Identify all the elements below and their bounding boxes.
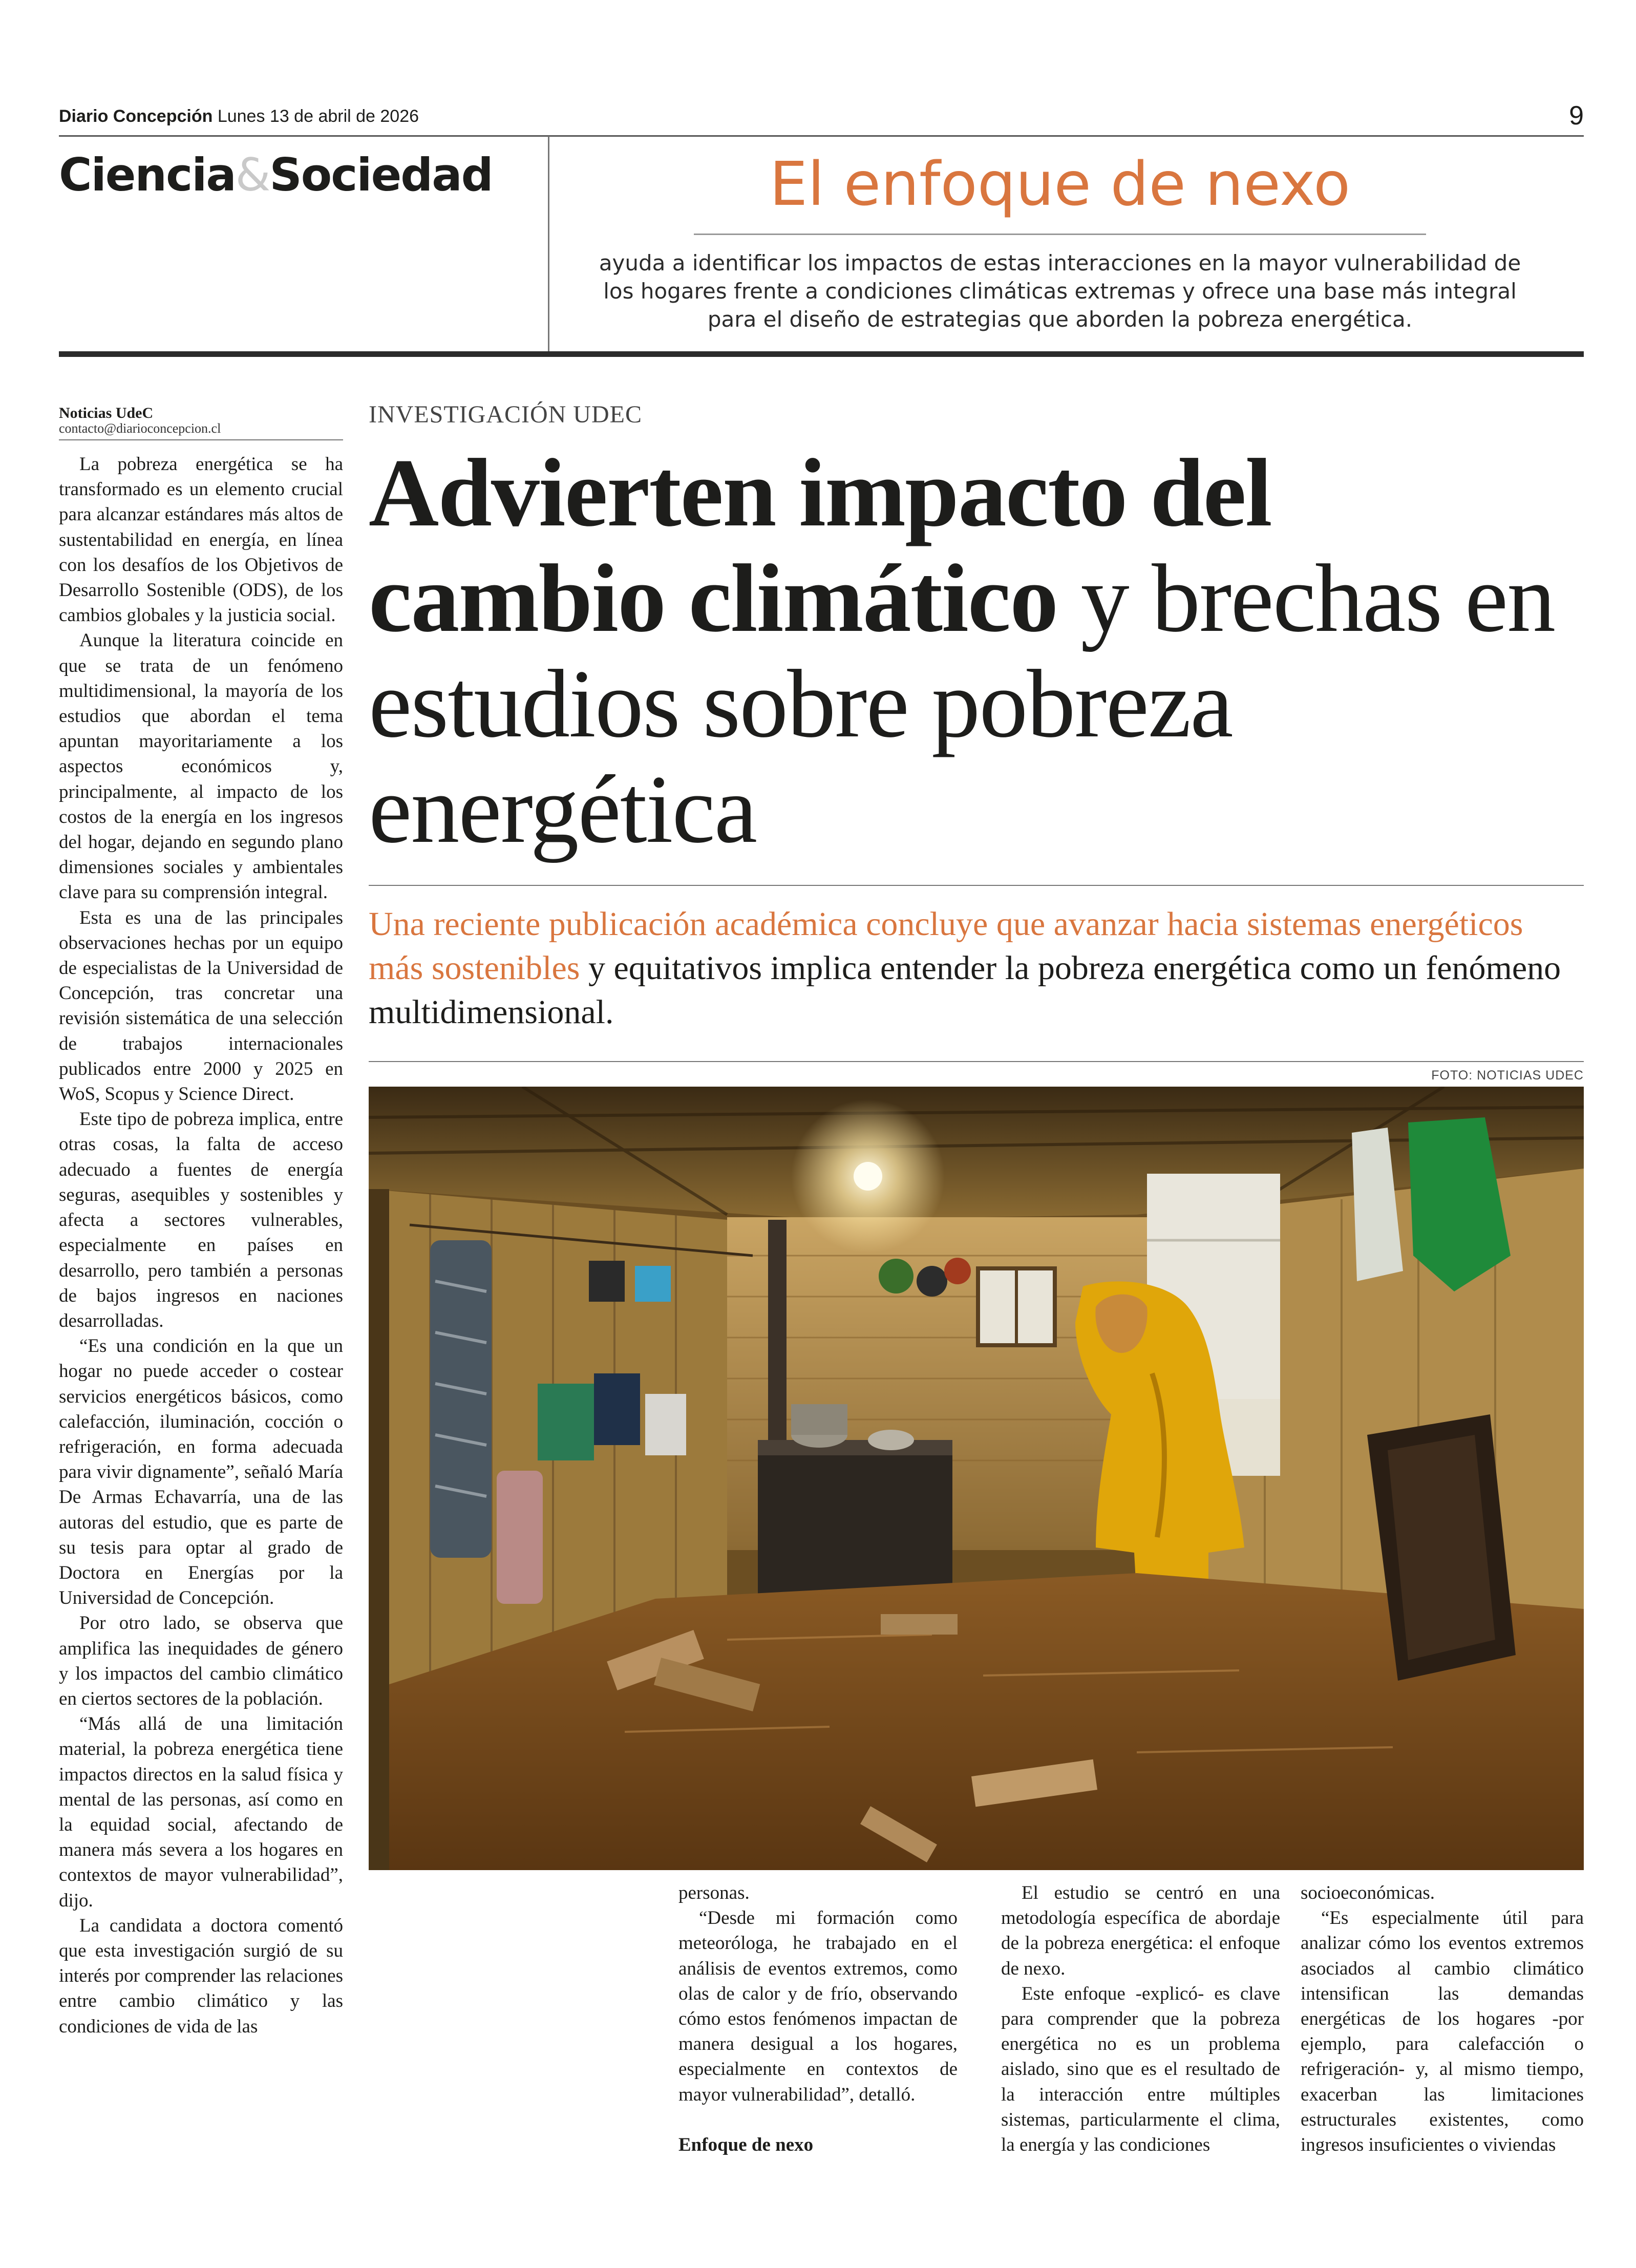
paragraph: socioeconómicas. bbox=[1301, 1882, 1435, 1903]
paragraph: “Es una condición en la que un hogar no puede acceder o costear servicios energéticos básicos, como calefacción, iluminación, cocción o refrigeración, en forma adecuada para vivir dignamente”, señaló María De Armas Echavarría, una de las autoras del estudio, que es parte de su tesis para optar al grado de Doctora en Energías por la Universidad de Concepción. bbox=[59, 1336, 343, 1609]
article-subhead-enfoque: Enfoque de nexo bbox=[678, 2134, 814, 2155]
paper-name: Diario Concepción bbox=[59, 107, 213, 126]
paragraph: El estudio se centró en una metodología específica de abordaje de la pobreza energética: el enfoque de nexo. bbox=[1001, 1882, 1280, 1979]
masthead bbox=[59, 107, 419, 126]
paragraph: “Es especialmente útil para analizar cómo los eventos extremos asociados al cambio climático intensifican las demandas energéticas de los hogares -por ejemplo, para calefacción o refrigeración- y, al mismo tiempo, exacerban las limitaciones estructurales existentes, como ingresos insuficientes o viviendas bbox=[1301, 1907, 1584, 2156]
header-column-divider bbox=[548, 136, 549, 351]
promo-title: El enfoque de nexo bbox=[769, 149, 1351, 219]
paragraph: Aunque la literatura coincide en que se trata de un fenómeno multidimensional, la mayoría de los estudios que abordan el tema apuntan mayoritariamente a los aspectos económicos y, principalmente, al impacto de los costos de la energía en los ingresos del hogar, dejando en segundo plano dimensiones sociales y ambientales clave para su comprensión integral. bbox=[59, 630, 343, 903]
promo-text: ayuda a identificar los impactos de estas interacciones en la mayor vulnerabilidad de los hogares frente a condiciones climáticas extremas y ofrece una base más integral para el diseño de estrategias que aborden la pobreza energética. bbox=[599, 250, 1521, 332]
article-headline bbox=[369, 440, 1562, 862]
flooded-kitchen-photo bbox=[369, 1087, 1584, 1870]
headline-bold: Advierten impacto del cambio climático bbox=[369, 439, 1271, 652]
issue-date: Lunes 13 de abril de 2026 bbox=[217, 107, 419, 126]
section-name bbox=[59, 149, 493, 201]
paragraph: Este enfoque -explicó- es clave para comprender que la pobreza energética no es un problema aislado, sino que es el resultado de la interacción entre múltiples sistemas, particularmente el clima, la energía y las condiciones bbox=[1001, 1983, 1280, 2156]
promo-rule bbox=[694, 234, 1426, 235]
headline-rest: y brechas en estudios sobre pobreza energética bbox=[369, 545, 1555, 863]
section-name-ampersand: & bbox=[235, 149, 270, 201]
page-number: 9 bbox=[1569, 101, 1584, 131]
subhead-bottom-rule bbox=[369, 1061, 1584, 1062]
paragraph: Esta es una de las principales observaciones hechas por un equipo de especialistas de la Universidad de Concepción, tras concretar una revisión sistemática de una selección de trabajos internacionales publicados entre 2000 y 2025 en WoS, Scopus y Science Direct. bbox=[59, 907, 343, 1105]
section-name-first: Ciencia bbox=[59, 149, 236, 201]
paragraph: La candidata a doctora comentó que esta investigación surgió de su interés por comprender las relaciones entre cambio climático y las condiciones de vida de las bbox=[59, 1915, 343, 2037]
byline-email: contacto@diarioconcepcion.cl bbox=[59, 421, 221, 436]
article-column-bottom-1 bbox=[678, 1880, 958, 2157]
header-rule bbox=[59, 135, 1584, 137]
article-column-bottom-3 bbox=[1301, 1880, 1584, 2157]
article-column-bottom-2 bbox=[1001, 1880, 1280, 2157]
paragraph: personas. bbox=[678, 1882, 750, 1903]
paragraph: “Más allá de una limitación material, la pobreza energética tiene impactos directos en la salud física y mental de las personas, así como en la equidad social, afectando de manera más severa a los hogares en contextos de mayor vulnerabilidad”, dijo. bbox=[59, 1713, 343, 1911]
paragraph: Por otro lado, se observa que amplifica las inequidades de género y los impactos del cambio climático en ciertos sectores de la población. bbox=[59, 1613, 343, 1709]
article-left-column bbox=[59, 452, 343, 2039]
byline-rule bbox=[59, 439, 343, 440]
photo-credit: FOTO: NOTICIAS UDEC bbox=[1431, 1068, 1584, 1083]
byline-name: Noticias UdeC bbox=[59, 405, 154, 421]
header-thick-rule bbox=[59, 351, 1584, 357]
paragraph: “Desde mi formación como meteoróloga, he trabajado en el análisis de eventos extremos, como olas de calor y de frío, observando cómo estos fenómenos impactan de manera desigual a los hogares, especialmente en contextos de mayor vulnerabilidad”, detalló. bbox=[678, 1907, 958, 2105]
paragraph: La pobreza energética se ha transformado es un elemento crucial para alcanzar estándares más altos de sustentabilidad en energía, en línea con los desafíos de los Objetivos de Desarrollo Sostenible (ODS), de los cambios globales y la justicia social. bbox=[59, 454, 343, 626]
subhead-top-rule bbox=[369, 885, 1584, 886]
subhead-highlight: Una reciente publicación académica concluye que avanzar hacia sistemas energéticos más sostenibles bbox=[369, 905, 1523, 987]
article-kicker: INVESTIGACIÓN UDEC bbox=[369, 401, 642, 428]
article-subhead bbox=[369, 902, 1584, 1034]
subhead-rest: y equitativos implica entender la pobreza energética como un fenómeno multidimensional. bbox=[369, 949, 1561, 1031]
section-name-second: Sociedad bbox=[269, 149, 493, 201]
paragraph: Este tipo de pobreza implica, entre otras cosas, la falta de acceso adecuado a fuentes de energía seguras, asequibles y sostenibles y afecta a sectores vulnerables, especialmente en países en desarrollo, pero también a personas de bajos ingresos en naciones desarrolladas. bbox=[59, 1109, 343, 1331]
